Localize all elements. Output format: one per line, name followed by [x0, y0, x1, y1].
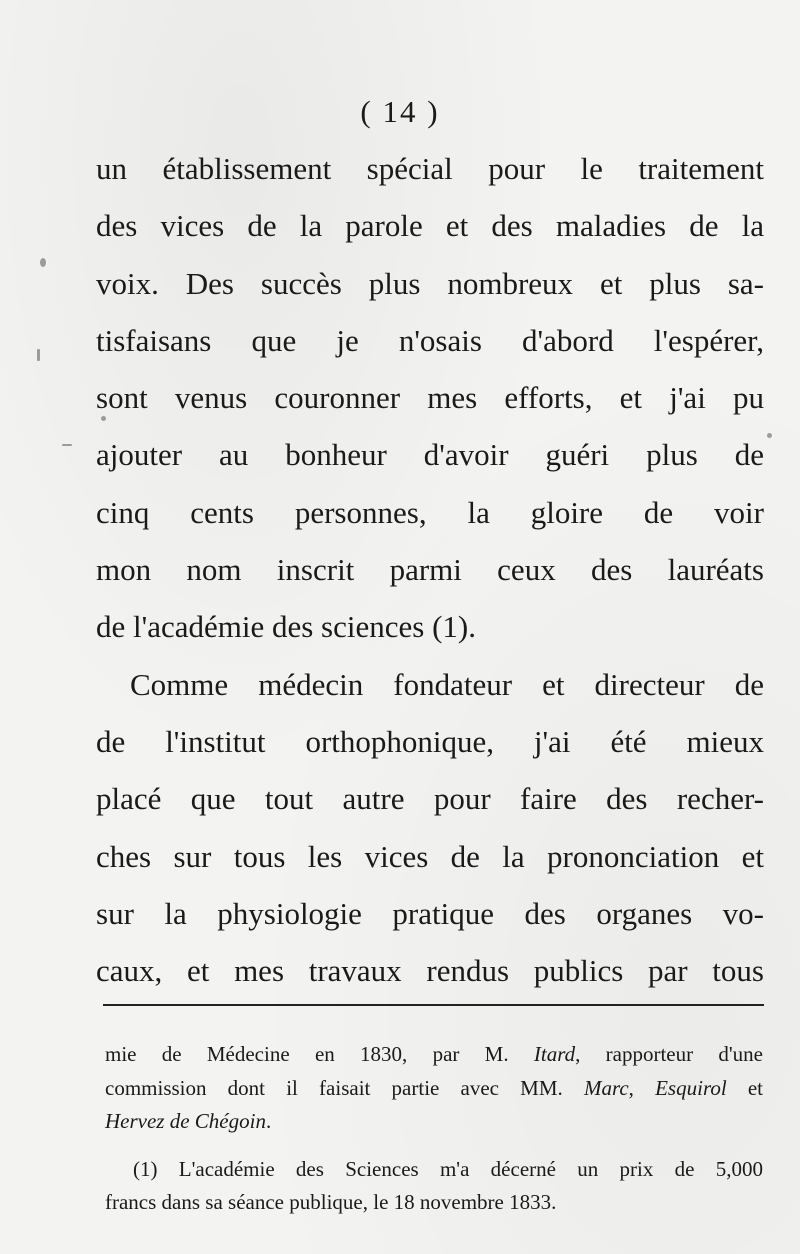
footnote-name: Esquirol [655, 1075, 727, 1100]
text-line: des vices de la parole et des maladies de la [96, 208, 764, 244]
text-line: de l'académie des sciences (1). [96, 609, 476, 645]
text-line: Comme médecin fondateur et directeur de [130, 666, 764, 702]
footnote-divider [103, 1004, 764, 1006]
text-line: sur la physiologie pratique des organes vo- [96, 895, 764, 931]
ink-speck [62, 444, 72, 446]
ink-speck [37, 349, 40, 361]
text-line: mon nom inscrit parmi ceux des lauréats [96, 552, 764, 588]
footnote-name: Marc [583, 1075, 629, 1100]
footnote-line [105, 1105, 763, 1139]
text-line: voix. Des succès plus nombreux et plus sa- [96, 265, 764, 301]
footnote-text: et [726, 1075, 764, 1100]
footnote-line: francs dans sa séance publique, le 18 novembre 1833. [105, 1190, 557, 1214]
text-line: sont venus couronner mes efforts, et j'ai pu [96, 380, 764, 416]
footnote-text: commission dont il faisait partie avec MM. [105, 1075, 584, 1100]
footnote-text: . [265, 1109, 272, 1133]
text-line: tisfaisans que je n'osais d'abord l'espérer, [96, 322, 764, 358]
footnote-text: , rapporteur d'une [575, 1042, 763, 1066]
ink-speck [767, 433, 772, 438]
footnote-line [105, 1072, 763, 1106]
text-line: cinq cents personnes, la gloire de voir [96, 494, 764, 530]
page-number: ( 14 ) [360, 94, 440, 129]
footnote-text: , [628, 1075, 656, 1100]
footnote-name: Hervez de Chégoin [105, 1109, 266, 1133]
footnote-name: Itard [533, 1042, 576, 1066]
text-line: un établissement spécial pour le traitement [96, 151, 764, 186]
text-line: caux, et mes travaux rendus publics par tous [96, 953, 764, 989]
footnote-line [105, 1038, 763, 1072]
ink-speck [40, 258, 46, 267]
text-line: ches sur tous les vices de la prononciation et [96, 838, 764, 874]
body-text [96, 140, 764, 999]
footnotes [105, 1038, 763, 1220]
footnote-line: (1) L'académie des Sciences m'a décerné un prix de 5,000 [133, 1156, 763, 1181]
text-line: ajouter au bonheur d'avoir guéri plus de [96, 437, 764, 473]
text-line: de l'institut orthophonique, j'ai été mieux [96, 723, 764, 759]
text-line: placé que tout autre pour faire des recher- [96, 781, 764, 817]
footnote-text: mie de Médecine en 1830, par M. [105, 1042, 534, 1066]
